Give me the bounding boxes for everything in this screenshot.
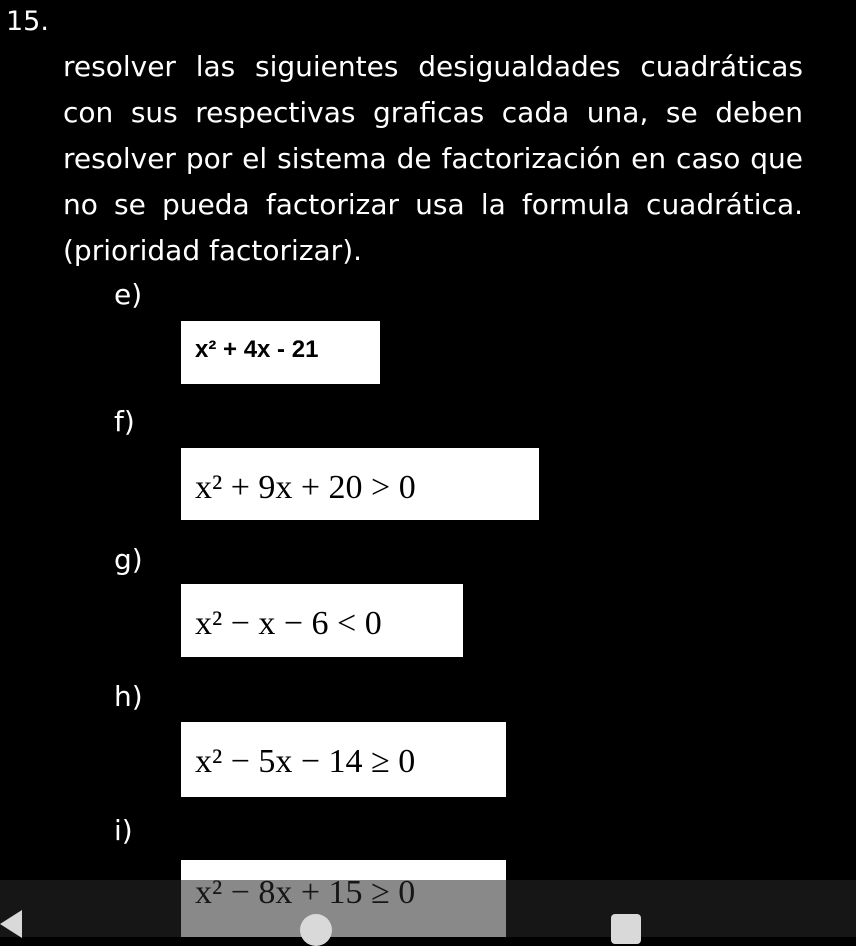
equation-g: x² − x − 6 < 0: [195, 605, 382, 642]
back-triangle-icon[interactable]: [0, 910, 22, 938]
instruction-line: resolver las siguientes desigualdades cuadráticas: [63, 50, 803, 83]
recents-square-icon[interactable]: [611, 914, 641, 944]
equation-box-g: [181, 584, 463, 657]
equation-box-f: [181, 448, 539, 520]
equation-box-e: [181, 321, 380, 384]
item-letter-i: i): [114, 814, 133, 847]
navigation-bar: [0, 880, 856, 937]
instruction-line: (prioridad factorizar).: [63, 234, 363, 267]
item-letter-g: g): [114, 543, 143, 576]
instruction-line: no se pueda factorizar usa la formula cuadrática.: [63, 188, 803, 221]
item-letter-f: f): [114, 405, 135, 438]
item-letter-h: h): [114, 680, 143, 713]
equation-e: x² + 4x - 21: [195, 336, 319, 363]
problem-number: 15.: [6, 6, 49, 37]
instruction-line: con sus respectivas graficas cada una, se deben: [63, 96, 803, 129]
instruction-line: resolver por el sistema de factorización en caso que: [63, 142, 803, 175]
instructions-text: [63, 44, 803, 274]
item-letter-e: e): [114, 278, 143, 311]
equation-h: x² − 5x − 14 ≥ 0: [195, 743, 416, 780]
equation-f: x² + 9x + 20 > 0: [195, 469, 416, 506]
home-circle-icon[interactable]: [300, 914, 332, 946]
equation-box-h: [181, 722, 506, 797]
